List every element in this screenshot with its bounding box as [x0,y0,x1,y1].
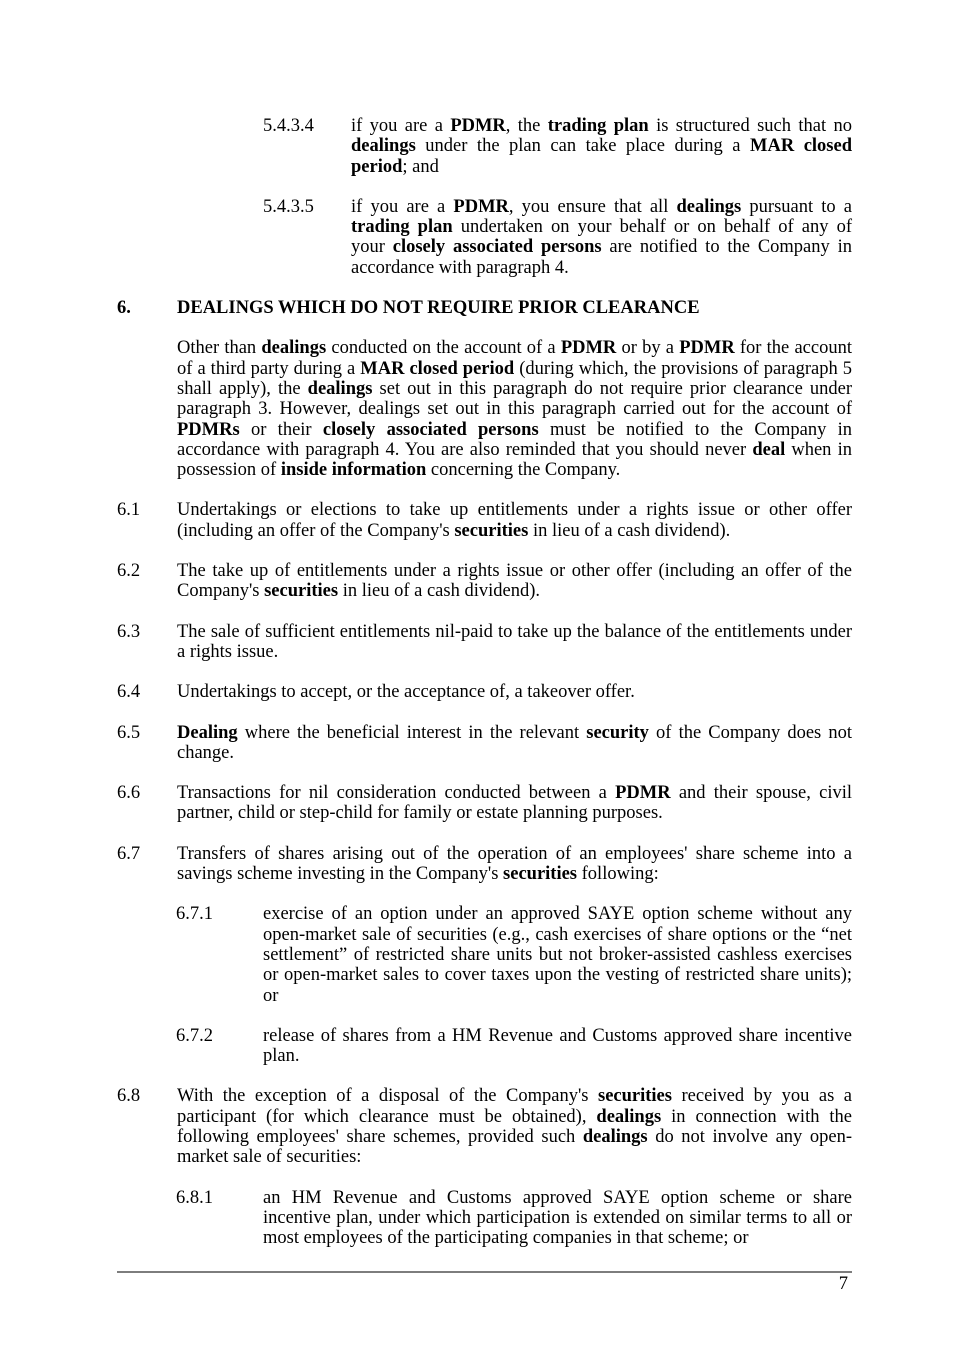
clause [117,500,852,541]
clause-number: 6.3 [117,621,141,642]
clause-text: Dealing where the beneficial interest in the relevant security of the Company does not change. [177,722,852,763]
clause-text: if you are a PDMR, the trading plan is structured such that no dealings under the plan can take place during a MAR closed period; and [351,116,853,177]
clause-number: 6.8 [117,1086,141,1107]
clause [117,298,852,318]
clause-text: Transactions for nil consideration conducted between a PDMR and their spouse, civil partner, child or step-child for family or estate planning purposes. [177,783,852,824]
clause [117,904,852,1005]
clause [117,1188,852,1249]
clause-text: if you are a PDMR, you ensure that all dealings pursuant to a trading plan undertaken on your behalf or on behalf of any of your closely associated persons are notified to the Company in accordance with paragraph 4. [351,196,853,278]
clause-text: With the exception of a disposal of the Company's securities received by you as a participant (for which clearance must be obtained), dealings in connection with the following employees' share schemes, provided such dealings do not involve any open-market sale of securities: [177,1086,853,1168]
clause [117,723,852,764]
clause-number: 6.2 [117,561,141,582]
clause-text: DEALINGS WHICH DO NOT REQUIRE PRIOR CLEARANCE [177,298,700,319]
clause-number: 6.4 [117,682,141,703]
clause-text: Transfers of shares arising out of the operation of an employees' share scheme into a savings scheme investing in the Company's securities following: [177,843,852,885]
page-number: 7 [838,1274,848,1294]
clause [117,197,852,278]
clause-number: 6.6 [117,783,141,804]
clause-number: 6.8.1 [176,1187,213,1208]
clause-text: exercise of an option under an approved SAYE option scheme without any open-market sale of securities (e.g., cash exercises of share options or the “net settlement” of restricted share units but not broker-assisted cashless exercises or open-market sales to cover taxes upon the vesting of restricted share units); or [263,904,852,1006]
clause-text: Undertakings to accept, or the acceptance of, a takeover offer. [177,682,635,703]
clauses-container [117,116,852,1248]
clause-number [117,338,177,480]
clause-text: The take up of entitlements under a rights issue or other offer (including an offer of the Company's securities in lieu of a cash dividend). [177,561,852,602]
clause-text: Other than dealings conducted on the account of a PDMR or by a PDMR for the account of a third party during a MAR closed period (during which, the provisions of paragraph 5 shall apply), the dealings set out in this paragraph do not require prior clearance under paragraph 3. However, dealings set out in this paragraph carried out for the account of PDMRs or their closely associated persons must be notified to the Company in accordance with paragraph 4. You are also reminded that you should never deal when in possession of inside information concerning the Company. [177,338,853,481]
clause [117,116,852,177]
clause-text: Undertakings or elections to take up entitlements under a rights issue or other offer (including an offer of the Company's securities in lieu of a cash dividend). [177,500,852,541]
clause-text: release of shares from a HM Revenue and Customs approved share incentive plan. [263,1025,852,1067]
clause [117,1026,852,1067]
clause-number: 6.7.1 [176,904,213,925]
page-footer [117,1271,852,1294]
clause [117,783,852,824]
clause-number: 6.5 [117,722,141,743]
clause [117,338,852,480]
clause-number: 6.7.2 [176,1025,213,1046]
clause-text: The sale of sufficient entitlements nil-paid to take up the balance of the entitlements under a rights issue. [177,621,852,662]
clause [117,844,852,885]
clause-number: 6. [117,298,131,319]
clause-number: 5.4.3.4 [263,116,314,136]
clause [117,682,852,702]
clause [117,561,852,602]
clause-number: 5.4.3.5 [263,196,314,217]
clause-number: 6.1 [117,500,141,521]
clause-text: an HM Revenue and Customs approved SAYE option scheme or share incentive plan, under which participation is extended on similar terms to all or most employees of the participating companies in that scheme; or [263,1187,852,1249]
clause [117,1086,852,1167]
clause-number: 6.7 [117,843,141,864]
clause [117,622,852,663]
